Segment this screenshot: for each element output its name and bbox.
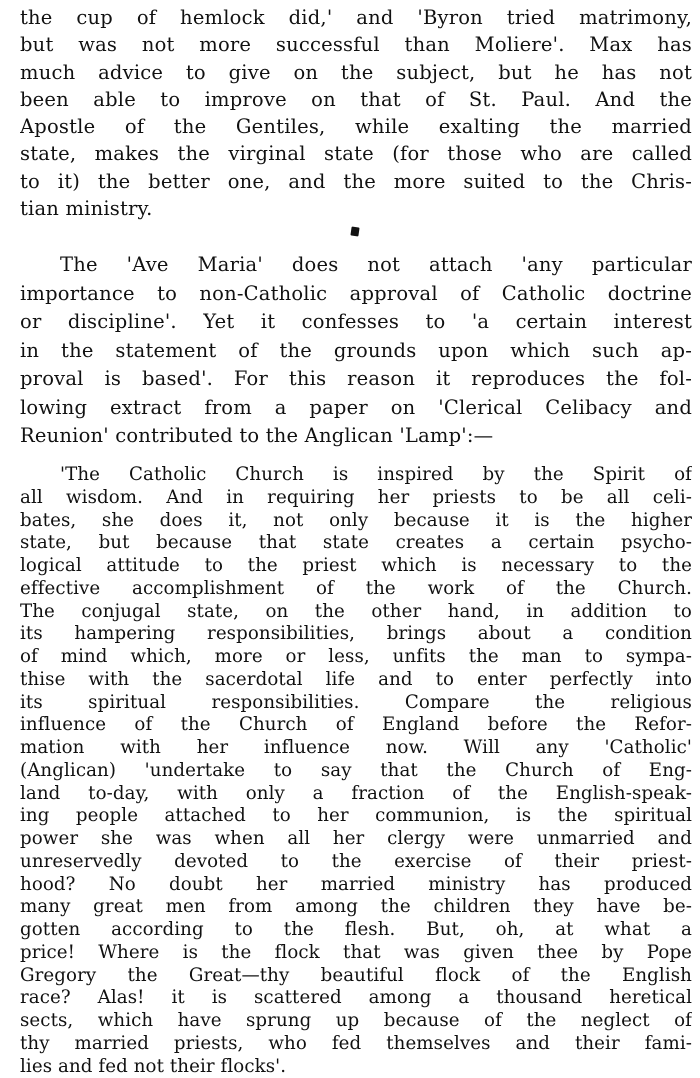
text-line: The 'Ave Maria' does not attach 'any particular [20, 251, 692, 280]
text-line: or discipline'. Yet it confesses to 'a certain interest [20, 308, 692, 337]
text-line: lowing extract from a paper on 'Clerical Celibacy and [20, 394, 692, 423]
text-line: Apostle of the Gentiles, while exalting the married [20, 113, 692, 140]
text-line: ing people attached to her communion, is the spiritual [20, 805, 692, 828]
text-line: land to-day, with only a fraction of the English-speak- [20, 783, 692, 806]
text-line: many great men from among the children they have be- [20, 896, 692, 919]
quoted-extract-clerical-celibacy [20, 464, 692, 1078]
text-line: proval is based'. For this reason it reproduces the fol- [20, 365, 692, 394]
text-line: of mind which, more or less, unfits the man to sympa- [20, 646, 692, 669]
text-line: to it) the better one, and the more suited to the Chris- [20, 168, 692, 195]
text-line: gotten according to the flesh. But, oh, at what a [20, 919, 692, 942]
text-line: race? Alas! it is scattered among a thousand heretical [20, 987, 692, 1010]
text-line: mation with her influence now. Will any 'Catholic' [20, 737, 692, 760]
text-line: 'The Catholic Church is inspired by the Spirit of [20, 464, 692, 487]
text-line: much advice to give on the subject, but he has not [20, 59, 692, 86]
text-line: been able to improve on that of St. Paul. And the [20, 86, 692, 113]
text-line: (Anglican) 'undertake to say that the Church of Eng- [20, 760, 692, 783]
paragraph-max-on-celibacy [20, 4, 692, 222]
text-line: sects, which have sprung up because of the neglect of [20, 1010, 692, 1033]
text-line: in the statement of the grounds upon which such ap- [20, 337, 692, 366]
paragraph-ave-maria [20, 251, 692, 451]
section-separator-mark [350, 226, 359, 236]
text-line: thise with the sacerdotal life and to enter perfectly into [20, 669, 692, 692]
text-line: but was not more successful than Moliere'. Max has [20, 31, 692, 58]
text-line: tian ministry. [20, 195, 692, 222]
text-line: Gregory the Great—thy beautiful flock of the English [20, 965, 692, 988]
text-line: effective accomplishment of the work of the Church. [20, 578, 692, 601]
text-line: bates, she does it, not only because it is the higher [20, 510, 692, 533]
text-line: lies and fed not their flocks'. [20, 1056, 692, 1078]
text-line: power she was when all her clergy were unmarried and [20, 828, 692, 851]
text-line: influence of the Church of England before the Refor- [20, 714, 692, 737]
text-line: thy married priests, who fed themselves and their fami- [20, 1033, 692, 1056]
text-line: state, makes the virginal state (for those who are called [20, 140, 692, 167]
text-line: Reunion' contributed to the Anglican 'Lamp':— [20, 422, 692, 451]
text-line: all wisdom. And in requiring her priests to be all celi- [20, 487, 692, 510]
text-line: logical attitude to the priest which is necessary to the [20, 555, 692, 578]
text-line: state, but because that state creates a certain psycho- [20, 532, 692, 555]
text-line: The conjugal state, on the other hand, in addition to [20, 601, 692, 624]
text-line: importance to non-Catholic approval of Catholic doctrine [20, 280, 692, 309]
text-line: price! Where is the flock that was given thee by Pope [20, 942, 692, 965]
text-line: unreservedly devoted to the exercise of their priest- [20, 851, 692, 874]
text-line: the cup of hemlock did,' and 'Byron tried matrimony, [20, 4, 692, 31]
text-line: hood? No doubt her married ministry has produced [20, 874, 692, 897]
text-line: its hampering responsibilities, brings about a condition [20, 623, 692, 646]
text-line: its spiritual responsibilities. Compare the religious [20, 692, 692, 715]
